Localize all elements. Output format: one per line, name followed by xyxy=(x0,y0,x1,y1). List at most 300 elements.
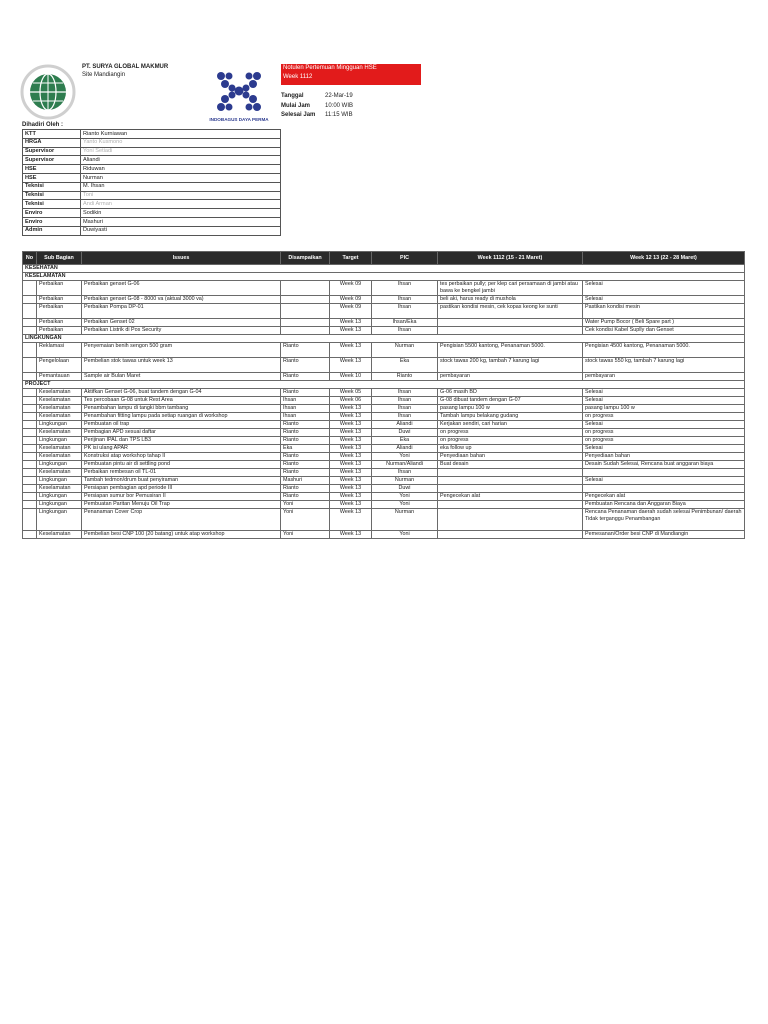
cell-no xyxy=(23,437,37,445)
attendee-role: Teknisi xyxy=(23,182,81,191)
cell-pic: Eka xyxy=(372,358,438,373)
section-row xyxy=(23,335,745,343)
attendees-title: Dihadiri Oleh : xyxy=(22,122,64,128)
cell-no xyxy=(23,509,37,531)
table-row xyxy=(23,485,745,493)
table-row xyxy=(23,461,745,469)
cell-issue: Penambahan lampu di tangki bbm tambang xyxy=(82,405,281,413)
table-row xyxy=(23,389,745,397)
attendee-row xyxy=(23,138,281,147)
cell-no xyxy=(23,493,37,501)
issues-header-row xyxy=(23,252,745,265)
cell-issue: Perbaikan genset G-06 xyxy=(82,281,281,296)
cell-sub-bagian: Perbaikan xyxy=(37,296,82,304)
cell-issue: Persiapan pembagian apd periode III xyxy=(82,485,281,493)
attendee-row xyxy=(23,200,281,209)
cell-no xyxy=(23,485,37,493)
cell-issue: Pembuatan Paritan Menuju Oil Trap xyxy=(82,501,281,509)
cell-week-1112: Pengisian 5500 kantong, Penanaman 5000. xyxy=(438,343,583,358)
cell-no xyxy=(23,358,37,373)
cell-issue: Penanaman Cover Crop xyxy=(82,509,281,531)
cell-week-1213: Selesai xyxy=(583,477,745,485)
cell-issue: Aktifkan Genset G-06, buat tandem dengan G-04 xyxy=(82,389,281,397)
cell-no xyxy=(23,421,37,429)
cell-target: Week 13 xyxy=(330,485,372,493)
meeting-info-value: 10:00 WIB xyxy=(325,102,354,109)
cell-disampaikan: Ihsan xyxy=(281,397,330,405)
attendee-row xyxy=(23,130,281,139)
cell-issue: Tambah tedmon/drum buat penyiraman xyxy=(82,477,281,485)
cell-target: Week 05 xyxy=(330,389,372,397)
table-row xyxy=(23,493,745,501)
cell-sub-bagian: Keselamatan xyxy=(37,453,82,461)
cell-issue: Pembelian besi CNP 100 (20 batang) untuk atap workshop xyxy=(82,531,281,539)
cell-disampaikan: Mashuri xyxy=(281,477,330,485)
cell-week-1213: Selesai xyxy=(583,421,745,429)
cell-target: Week 13 xyxy=(330,405,372,413)
table-row xyxy=(23,531,745,539)
cell-week-1213: on progress xyxy=(583,413,745,421)
column-header: Target xyxy=(330,252,372,265)
cell-sub-bagian: Lingkungan xyxy=(37,509,82,531)
cell-week-1213: Selesai xyxy=(583,281,745,296)
attendee-row xyxy=(23,217,281,226)
cell-target: Week 10 xyxy=(330,373,372,381)
cell-issue: Penyemaian benih sengon 500 gram xyxy=(82,343,281,358)
meeting-title-box xyxy=(281,64,421,85)
cell-target: Week 13 xyxy=(330,531,372,539)
cell-week-1112 xyxy=(438,477,583,485)
attendee-name: M. Ihsan xyxy=(81,182,281,191)
cell-disampaikan xyxy=(281,327,330,335)
cell-pic: Ihsan xyxy=(372,389,438,397)
cell-sub-bagian: Pengelolaan xyxy=(37,358,82,373)
cell-pic: Duwi xyxy=(372,429,438,437)
cell-week-1112: beli aki, harus ready di mushola xyxy=(438,296,583,304)
cell-week-1112 xyxy=(438,319,583,327)
cell-sub-bagian: Reklamasi xyxy=(37,343,82,358)
attendee-name: Sodikin xyxy=(81,209,281,218)
cell-target: Week 13 xyxy=(330,413,372,421)
attendee-role: HSE xyxy=(23,165,81,174)
section-row xyxy=(23,265,745,273)
cell-no xyxy=(23,281,37,296)
cell-sub-bagian: Keselamatan xyxy=(37,405,82,413)
cell-sub-bagian: Perbaikan xyxy=(37,304,82,319)
cell-no xyxy=(23,319,37,327)
cell-week-1213: Pengisian 4500 kantong, Penanaman 5000. xyxy=(583,343,745,358)
meeting-info-row xyxy=(281,112,353,122)
column-header: Week 12 13 (22 - 28 Maret) xyxy=(583,252,745,265)
cell-week-1112: pembayaran xyxy=(438,373,583,381)
attendee-role: Enviro xyxy=(23,217,81,226)
cell-week-1112: pastikan kondisi mesin, cek kopas keong ke sunti xyxy=(438,304,583,319)
cell-pic: Nurman xyxy=(372,477,438,485)
cell-pic: Aliandi xyxy=(372,421,438,429)
cell-disampaikan: Ihsan xyxy=(281,405,330,413)
attendee-role: Supervisor xyxy=(23,147,81,156)
cell-week-1213: Selesai xyxy=(583,397,745,405)
cell-target: Week 13 xyxy=(330,437,372,445)
cell-disampaikan: Rianto xyxy=(281,485,330,493)
cell-target: Week 13 xyxy=(330,461,372,469)
attendee-row xyxy=(23,156,281,165)
cell-sub-bagian: Perbaikan xyxy=(37,319,82,327)
cell-target: Week 09 xyxy=(330,281,372,296)
cell-sub-bagian: Perbaikan xyxy=(37,281,82,296)
cell-week-1213: on progress xyxy=(583,437,745,445)
cell-pic: Nurman xyxy=(372,343,438,358)
cell-disampaikan: Yoni xyxy=(281,531,330,539)
cell-target: Week 13 xyxy=(330,469,372,477)
table-row xyxy=(23,421,745,429)
cell-week-1112: Pengecekan alat xyxy=(438,493,583,501)
cell-disampaikan: Rianto xyxy=(281,421,330,429)
table-row xyxy=(23,397,745,405)
cell-disampaikan xyxy=(281,319,330,327)
column-header: Week 1112 (15 - 21 Maret) xyxy=(438,252,583,265)
attendee-role: KTT xyxy=(23,130,81,139)
meeting-week: Week 1112 xyxy=(283,73,313,80)
cell-no xyxy=(23,501,37,509)
cell-disampaikan: Rianto xyxy=(281,493,330,501)
attendee-role: Supervisor xyxy=(23,156,81,165)
attendee-row xyxy=(23,173,281,182)
attendee-role: Teknisi xyxy=(23,191,81,200)
column-header: No xyxy=(23,252,37,265)
cell-disampaikan: Eka xyxy=(281,445,330,453)
cell-sub-bagian: Keselamatan xyxy=(37,429,82,437)
cell-disampaikan: Rianto xyxy=(281,453,330,461)
cell-week-1213: pembayaran xyxy=(583,373,745,381)
cross-logo-icon xyxy=(201,68,277,114)
cell-week-1112: stock tawas 200 kg, tambah 7 karung lagi xyxy=(438,358,583,373)
cell-pic: Duwi xyxy=(372,485,438,493)
attendee-row xyxy=(23,191,281,200)
cell-target: Week 13 xyxy=(330,509,372,531)
cell-no xyxy=(23,477,37,485)
cell-sub-bagian: Keselamatan xyxy=(37,469,82,477)
cell-pic: Ihsan/Eka xyxy=(372,319,438,327)
cell-pic: Ihsan xyxy=(372,296,438,304)
cell-disampaikan: Rianto xyxy=(281,358,330,373)
attendee-role: HSE xyxy=(23,173,81,182)
cell-disampaikan xyxy=(281,296,330,304)
cell-issue: Sample air Bulan Maret xyxy=(82,373,281,381)
attendee-role: Admin xyxy=(23,226,81,235)
cell-disampaikan xyxy=(281,281,330,296)
cell-issue: Perijinan IPAL dan TPS LB3 xyxy=(82,437,281,445)
cell-week-1213: Penyediaan bahan xyxy=(583,453,745,461)
meeting-info-label: Selesai Jam xyxy=(281,112,316,118)
cell-issue: Persiapan sumur bor Pemusiran II xyxy=(82,493,281,501)
cell-week-1112 xyxy=(438,485,583,493)
cell-pic: Yoni xyxy=(372,501,438,509)
table-row xyxy=(23,509,745,531)
cell-disampaikan: Rianto xyxy=(281,437,330,445)
table-row xyxy=(23,445,745,453)
company-logo-right xyxy=(201,68,277,122)
cell-week-1213: Selesai xyxy=(583,296,745,304)
attendee-role: Enviro xyxy=(23,209,81,218)
cell-no xyxy=(23,531,37,539)
cell-no xyxy=(23,327,37,335)
meeting-info-label: Mulai Jam xyxy=(281,102,311,109)
cell-disampaikan: Yoni xyxy=(281,501,330,509)
cell-issue: Pembuatan pintu air di settling pond xyxy=(82,461,281,469)
section-row xyxy=(23,273,745,281)
cell-week-1112: G-06 masih BD xyxy=(438,389,583,397)
cell-week-1112: on progress xyxy=(438,429,583,437)
cell-no xyxy=(23,373,37,381)
cell-pic: Ihsan xyxy=(372,405,438,413)
table-row xyxy=(23,405,745,413)
logo-right-caption: INDOBAGUS DAYA PERMA xyxy=(209,117,269,123)
cell-pic: Yoni xyxy=(372,453,438,461)
cell-issue: Pembelian stok tawas untuk week 13 xyxy=(82,358,281,373)
company-name: PT. SURYA GLOBAL MAKMUR xyxy=(82,64,169,70)
cell-target: Week 13 xyxy=(330,429,372,437)
section-row xyxy=(23,381,745,389)
cell-no xyxy=(23,461,37,469)
attendee-name: Rianto Kurniawan xyxy=(81,130,281,139)
cell-week-1213: Water Pump Bocor ( Beli Spare part ) xyxy=(583,319,745,327)
cell-pic: Yoni xyxy=(372,531,438,539)
cell-week-1213: Pengecekan alat xyxy=(583,493,745,501)
section-title: LINGKUNGAN xyxy=(23,335,745,343)
cell-sub-bagian: Lingkungan xyxy=(37,493,82,501)
column-header: Sub Bagian xyxy=(37,252,82,265)
cell-week-1112: Tambah lampu belakang gudang xyxy=(438,413,583,421)
cell-pic: Nurman xyxy=(372,509,438,531)
cell-pic: Eka xyxy=(372,437,438,445)
cell-sub-bagian: Keselamatan xyxy=(37,389,82,397)
cell-issue: Perbaikan genset G-08 - 8000 va (aktual 3000 va) xyxy=(82,296,281,304)
cell-no xyxy=(23,469,37,477)
cell-week-1112: tes perbaikan pully; per klep cari persamaan di jambi atau bawa ke bengkel jambi xyxy=(438,281,583,296)
cell-target: Week 13 xyxy=(330,343,372,358)
cell-target: Week 13 xyxy=(330,477,372,485)
cell-no xyxy=(23,453,37,461)
table-row xyxy=(23,453,745,461)
cell-no xyxy=(23,413,37,421)
cell-pic: Ihsan xyxy=(372,304,438,319)
cell-no xyxy=(23,445,37,453)
cell-disampaikan xyxy=(281,304,330,319)
cell-target: Week 13 xyxy=(330,445,372,453)
column-header: Disampaikan xyxy=(281,252,330,265)
cell-no xyxy=(23,389,37,397)
cell-sub-bagian: Keselamatan xyxy=(37,485,82,493)
meeting-info xyxy=(281,93,353,122)
meeting-info-value: 22-Mar-19 xyxy=(325,93,353,99)
attendee-name: Riduwan xyxy=(81,165,281,174)
cell-week-1112: Kerjakan sendiri, cari harian xyxy=(438,421,583,429)
cell-no xyxy=(23,397,37,405)
cell-week-1112: Penyediaan bahan xyxy=(438,453,583,461)
cell-week-1213 xyxy=(583,469,745,477)
cell-disampaikan: Rianto xyxy=(281,429,330,437)
cell-issue: Pembuatan oil trap xyxy=(82,421,281,429)
company-site: Site Mandiangin xyxy=(82,72,126,78)
cell-issue: Tes percobaan G-08 untuk Rest Area xyxy=(82,397,281,405)
table-row xyxy=(23,319,745,327)
cell-week-1112 xyxy=(438,469,583,477)
cell-issue: Perbaikan Listrik di Pos Security xyxy=(82,327,281,335)
cell-target: Week 09 xyxy=(330,304,372,319)
cell-week-1213: Pembuatan Rencana dan Anggaran Biaya xyxy=(583,501,745,509)
cell-pic: Yoni xyxy=(372,493,438,501)
cell-sub-bagian: Lingkungan xyxy=(37,421,82,429)
cell-sub-bagian: Perbaikan xyxy=(37,327,82,335)
cell-pic: Ihsan xyxy=(372,413,438,421)
table-row xyxy=(23,501,745,509)
cell-target: Week 13 xyxy=(330,319,372,327)
cell-issue: Penambahan fitting lampu pada setiap ruangan di workshop xyxy=(82,413,281,421)
cell-week-1213: Desain Sudah Selesai, Rencana buat anggaran biaya xyxy=(583,461,745,469)
table-row xyxy=(23,413,745,421)
cell-week-1112: pasang lampu 100 w xyxy=(438,405,583,413)
cell-sub-bagian: Keselamatan xyxy=(37,413,82,421)
table-row xyxy=(23,373,745,381)
attendee-row xyxy=(23,226,281,235)
company-logo-left xyxy=(20,64,76,120)
cell-pic: Rianto xyxy=(372,373,438,381)
attendee-role: Teknisi xyxy=(23,200,81,209)
section-title: PROJECT xyxy=(23,381,745,389)
cell-sub-bagian: Lingkungan xyxy=(37,477,82,485)
table-row xyxy=(23,477,745,485)
meeting-info-row xyxy=(281,103,353,113)
cell-week-1213: Cek kondisi Kabel Suplly dan Genset xyxy=(583,327,745,335)
cell-sub-bagian: Lingkungan xyxy=(37,501,82,509)
cell-pic: Ihsan xyxy=(372,397,438,405)
cell-week-1213 xyxy=(583,485,745,493)
attendee-name: Aliandi xyxy=(81,156,281,165)
cell-week-1213: on progress xyxy=(583,429,745,437)
attendee-name: Nurman xyxy=(81,173,281,182)
cell-no xyxy=(23,405,37,413)
cell-week-1213: Rencana Penanaman daerah sudah selesai Penimbunan/ daerah Tidak terganggu Penambangan xyxy=(583,509,745,531)
cell-pic: Ihsan xyxy=(372,327,438,335)
cell-issue: Perbaikan Pompa DP-01 xyxy=(82,304,281,319)
attendee-name: Yoni Setiadi xyxy=(81,147,281,156)
cell-week-1112: Buat desain xyxy=(438,461,583,469)
attendee-row xyxy=(23,165,281,174)
attendee-row xyxy=(23,182,281,191)
cell-sub-bagian: Lingkungan xyxy=(37,461,82,469)
cell-target: Week 13 xyxy=(330,358,372,373)
meeting-title: Notulen Pertemuan Mingguan HSE xyxy=(283,65,377,71)
cell-week-1112 xyxy=(438,509,583,531)
table-row xyxy=(23,327,745,335)
cell-disampaikan: Rianto xyxy=(281,469,330,477)
cell-target: Week 13 xyxy=(330,421,372,429)
cell-week-1213: Selesai xyxy=(583,445,745,453)
table-row xyxy=(23,296,745,304)
attendee-name: Yanto Kusmono xyxy=(81,138,281,147)
attendee-name: Andi Arman xyxy=(81,200,281,209)
meeting-info-value: 11:15 WIB xyxy=(325,112,353,118)
cell-week-1112 xyxy=(438,501,583,509)
section-title: KESELAMATAN xyxy=(23,273,745,281)
cell-week-1112: eka follow up xyxy=(438,445,583,453)
issues-table xyxy=(22,251,745,539)
meeting-info-label: Tanggal xyxy=(281,93,304,99)
cell-issue: Pembagian APD sesuai daftar xyxy=(82,429,281,437)
cell-issue: PK isi ulang APAR xyxy=(82,445,281,453)
attendee-name: Mashuri xyxy=(81,217,281,226)
cell-pic: Aliandi xyxy=(372,445,438,453)
cell-pic: Ihsan xyxy=(372,469,438,477)
cell-sub-bagian: Keselamatan xyxy=(37,531,82,539)
cell-no xyxy=(23,429,37,437)
cell-sub-bagian: Keselamatan xyxy=(37,397,82,405)
cell-target: Week 06 xyxy=(330,397,372,405)
cell-week-1112 xyxy=(438,531,583,539)
cell-disampaikan: Yoni xyxy=(281,509,330,531)
cell-target: Week 13 xyxy=(330,453,372,461)
attendee-name: Duwiyasti xyxy=(81,226,281,235)
table-row xyxy=(23,437,745,445)
cell-disampaikan: Ihsan xyxy=(281,413,330,421)
cell-disampaikan: Rianto xyxy=(281,389,330,397)
cell-disampaikan: Rianto xyxy=(281,343,330,358)
attendee-row xyxy=(23,147,281,156)
section-title: KESEHATAN xyxy=(23,265,745,273)
attendees-table xyxy=(22,129,281,236)
cell-target: Week 13 xyxy=(330,501,372,509)
globe-logo-icon xyxy=(20,64,76,120)
cell-issue: Perbaikan rembesan oil TL-01 xyxy=(82,469,281,477)
cell-pic: Nurman/Aliandi xyxy=(372,461,438,469)
table-row xyxy=(23,343,745,358)
cell-week-1112 xyxy=(438,327,583,335)
cell-target: Week 13 xyxy=(330,327,372,335)
cell-disampaikan: Rianto xyxy=(281,461,330,469)
table-row xyxy=(23,429,745,437)
cell-week-1112: G-08 dibuat tandem dengan G-07 xyxy=(438,397,583,405)
cell-week-1112: on progress xyxy=(438,437,583,445)
cell-target: Week 09 xyxy=(330,296,372,304)
cell-week-1213: Selesai xyxy=(583,389,745,397)
cell-week-1213: Pastikan kondisi mesin xyxy=(583,304,745,319)
cell-target: Week 13 xyxy=(330,493,372,501)
cell-no xyxy=(23,343,37,358)
meeting-info-row xyxy=(281,93,353,103)
cell-issue: Perbaikan Genset 02 xyxy=(82,319,281,327)
cell-sub-bagian: Lingkungan xyxy=(37,437,82,445)
attendee-name: Toni xyxy=(81,191,281,200)
cell-pic: Ihsan xyxy=(372,281,438,296)
table-row xyxy=(23,469,745,477)
cell-no xyxy=(23,304,37,319)
attendee-row xyxy=(23,209,281,218)
table-row xyxy=(23,358,745,373)
cell-no xyxy=(23,296,37,304)
cell-issue: Konstruksi atap workshop tahap II xyxy=(82,453,281,461)
cell-week-1213: stock tawas 550 kg, tambah 7 karung lagi xyxy=(583,358,745,373)
cell-week-1213: pasang lampu 100 w xyxy=(583,405,745,413)
cell-disampaikan: Rianto xyxy=(281,373,330,381)
attendee-role: HRGA xyxy=(23,138,81,147)
table-row xyxy=(23,281,745,296)
column-header: PIC xyxy=(372,252,438,265)
column-header: Issues xyxy=(82,252,281,265)
cell-sub-bagian: Keselamatan xyxy=(37,445,82,453)
cell-sub-bagian: Pemantauan xyxy=(37,373,82,381)
table-row xyxy=(23,304,745,319)
